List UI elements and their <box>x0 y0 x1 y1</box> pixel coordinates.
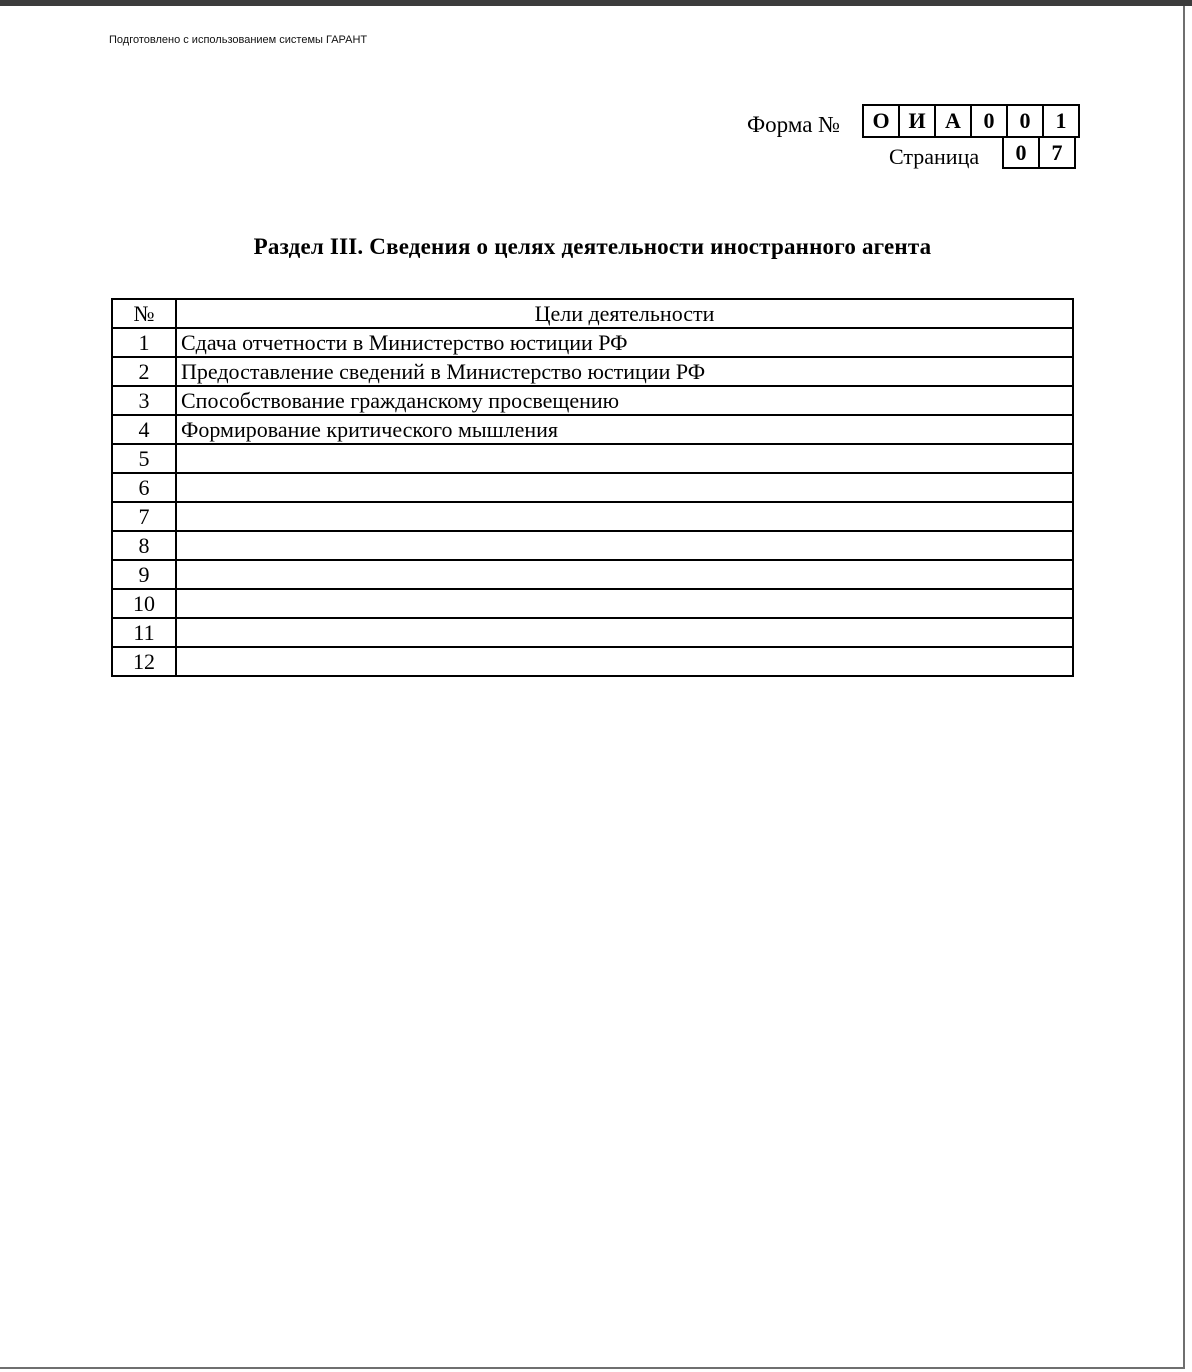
table-row <box>112 444 1073 473</box>
table-row <box>112 589 1073 618</box>
goals-table <box>111 298 1074 677</box>
row-goal <box>176 502 1073 531</box>
row-number: 10 <box>112 589 176 618</box>
row-goal <box>176 647 1073 676</box>
form-code-cell: О <box>862 104 900 138</box>
row-goal: Предоставление сведений в Министерство юстиции РФ <box>176 357 1073 386</box>
header-note: Подготовлено с использованием системы ГАРАНТ <box>109 34 368 46</box>
table-row <box>112 357 1073 386</box>
row-goal <box>176 589 1073 618</box>
column-header-number: № <box>112 299 176 328</box>
page-number-cell: 0 <box>1002 136 1040 169</box>
page-number-boxes <box>1002 136 1076 169</box>
row-goal <box>176 473 1073 502</box>
form-code-cell: 0 <box>1006 104 1044 138</box>
form-code-cell: 1 <box>1042 104 1080 138</box>
row-number: 12 <box>112 647 176 676</box>
form-number-label: Форма № <box>747 112 841 137</box>
table-row <box>112 560 1073 589</box>
table-row <box>112 531 1073 560</box>
row-goal: Способствование гражданскому просвещению <box>176 386 1073 415</box>
table-header-row <box>112 299 1073 328</box>
row-number: 8 <box>112 531 176 560</box>
row-number: 3 <box>112 386 176 415</box>
table-row <box>112 328 1073 357</box>
table-row <box>112 473 1073 502</box>
row-number: 4 <box>112 415 176 444</box>
page-number-label: Страница <box>889 144 980 169</box>
table-row <box>112 386 1073 415</box>
form-code-cell: 0 <box>970 104 1008 138</box>
row-goal <box>176 444 1073 473</box>
form-code-boxes <box>862 104 1080 138</box>
row-number: 5 <box>112 444 176 473</box>
goals-table-body <box>112 328 1073 676</box>
row-number: 6 <box>112 473 176 502</box>
row-goal <box>176 531 1073 560</box>
row-goal <box>176 560 1073 589</box>
table-row <box>112 647 1073 676</box>
row-number: 1 <box>112 328 176 357</box>
row-number: 7 <box>112 502 176 531</box>
row-goal: Сдача отчетности в Министерство юстиции РФ <box>176 328 1073 357</box>
form-code-cell: И <box>898 104 936 138</box>
row-number: 11 <box>112 618 176 647</box>
row-goal <box>176 618 1073 647</box>
section-title: Раздел III. Сведения о целях деятельности иностранного агента <box>253 234 932 259</box>
row-number: 9 <box>112 560 176 589</box>
page-number-cell: 7 <box>1038 136 1076 169</box>
table-row <box>112 502 1073 531</box>
row-goal: Формирование критического мышления <box>176 415 1073 444</box>
document-page <box>0 6 1185 1369</box>
table-row <box>112 618 1073 647</box>
row-number: 2 <box>112 357 176 386</box>
table-row <box>112 415 1073 444</box>
column-header-goals: Цели деятельности <box>176 299 1073 328</box>
form-code-cell: А <box>934 104 972 138</box>
